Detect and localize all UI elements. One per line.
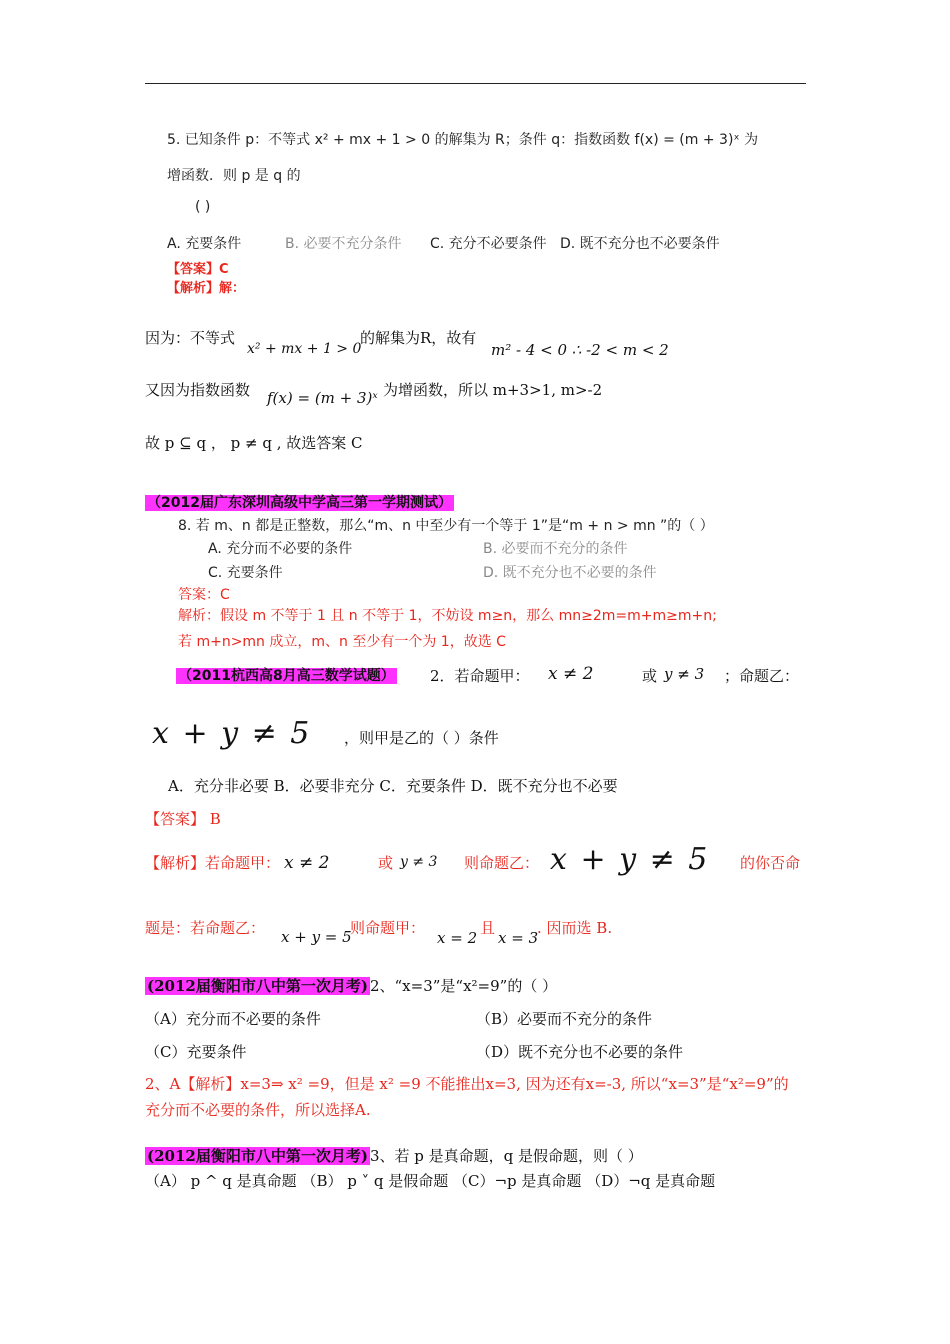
block3-or: 或 — [642, 667, 658, 685]
block3-analysis2-c: . 因而选 B. — [537, 919, 613, 937]
block3-expr2: y ≠ 3 — [664, 665, 705, 683]
block3-analysis-c: 的你否命 — [740, 854, 801, 872]
q8-analysis-line2: 若 m+n>mn 成立，m、n 至少有一个为 1，故选 C — [178, 634, 506, 650]
q5-answer: 【答案】C — [167, 262, 229, 277]
q8-option-b: B. 必要而不充分的条件 — [483, 541, 628, 557]
solution-line1-expr: x² + mx + 1 > 0 — [247, 341, 362, 357]
q5-option-d: D. 既不充分也不必要条件 — [560, 236, 720, 252]
q5-option-c: C. 充分不必要条件 — [430, 236, 547, 252]
q8-answer: 答案：C — [178, 587, 230, 603]
block4-option-c: （C）充要条件 — [145, 1043, 247, 1061]
block4-analysis-line2: 充分而不必要的条件，所以选择A. — [145, 1101, 371, 1119]
block4-row — [145, 975, 557, 996]
block5-row — [145, 1145, 643, 1166]
block3-analysis2-and: 且 — [480, 919, 496, 937]
solution-line1-text2: 的解集为R，故有 — [360, 329, 477, 347]
block3-analysis2-b: 则命题甲： — [350, 919, 426, 937]
block4-question: 2、“x=3”是“x²=9”的（ ） — [369, 977, 558, 995]
q8-option-c: C. 充要条件 — [208, 565, 283, 581]
block3-big-expr: x + y ≠ 5 — [152, 716, 312, 751]
q5-line1: 5. 已知条件 p：不等式 x² + mx + 1 > 0 的解集为 R；条件 q：指数函数 f(x) = (m + 3)ˣ 为 — [167, 132, 759, 148]
block3-analysis2-expr3: x = 3 — [498, 929, 539, 947]
solution-line3: 故 p ⊆ q ， p ≠ q , 故选答案 C — [145, 434, 363, 452]
block3-question-b: ；命题乙： — [724, 667, 800, 685]
block5-options: （A） p ^ q 是真命题 （B） p ˅ q 是假命题 （C）¬p 是真命题 （D）¬q 是真命题 — [145, 1172, 716, 1190]
block5-source-highlight: (2012届衡阳市八中第一次月考) — [147, 1147, 368, 1165]
block3-analysis-a: 【解析】若命题甲： — [145, 854, 281, 872]
q5-analysis-label: 【解析】解： — [167, 281, 246, 296]
block3-answer: 【答案】 B — [145, 810, 221, 828]
block3-analysis-b: 则命题乙： — [464, 854, 540, 872]
q5-line2: 增函数．则 p 是 q 的 — [167, 168, 301, 184]
solution-line1-text: 因为：不等式 — [145, 329, 236, 347]
block3-question-a: 2．若命题甲： — [430, 667, 530, 685]
q8-analysis-line1: 解析：假设 m 不等于 1 且 n 不等于 1，不妨设 m≥n，那么 mn≥2m=m+m≥m+n; — [178, 608, 717, 624]
block4-option-d: （D）既不充分也不必要的条件 — [476, 1043, 684, 1061]
q8-text: 8. 若 m、n 都是正整数，那么“m、n 中至少有一个等于 1”是“m + n > mn ”的（ ） — [178, 518, 714, 534]
block3-expr1: x ≠ 2 — [548, 664, 594, 684]
block3-analysis2-expr2: x = 2 — [437, 929, 478, 947]
block2-source-highlight: （2012届广东深圳高级中学高三第一学期测试） — [147, 495, 452, 511]
q5-option-b: B. 必要不充分条件 — [285, 236, 402, 252]
block3-analysis-expr1: x ≠ 2 — [284, 853, 330, 873]
block5-question: 3、若 p 是真命题，q 是假命题，则（ ） — [369, 1147, 643, 1165]
block3-analysis2-a: 题是：若命题乙： — [145, 919, 266, 937]
block3-question-c: ，则甲是乙的（ ）条件 — [344, 729, 499, 747]
block3-source-highlight: （2011杭西高8月高三数学试题） — [178, 668, 395, 684]
q5-paren: ( ) — [195, 199, 211, 215]
q8-option-a: A. 充分而不必要的条件 — [208, 541, 353, 557]
block4-source-highlight: (2012届衡阳市八中第一次月考) — [147, 977, 368, 995]
solution-line2-text: 又因为指数函数 — [145, 381, 251, 399]
solution-line2-expr: f(x) = (m + 3)ˣ — [267, 389, 378, 407]
block3-source — [176, 665, 397, 685]
solution-line1-expr2: m² - 4 < 0 ∴ -2 < m < 2 — [491, 341, 669, 359]
block3-analysis2-expr: x + y = 5 — [281, 928, 352, 946]
block3-options: A．充分非必要 B．必要非充分 C．充要条件 D．既不充分也不必要 — [168, 777, 618, 795]
block3-analysis-or: 或 — [378, 854, 394, 872]
block4-analysis-line1: 2、A【解析】x=3⇒ x² =9，但是 x² =9 不能推出x=3, 因为还有x=-3, 所以“x=3”是“x²=9”的 — [145, 1075, 789, 1093]
block3-analysis-expr2: y ≠ 3 — [400, 854, 438, 870]
header-rule — [145, 83, 806, 84]
block3-analysis-big: x + y ≠ 5 — [550, 842, 710, 877]
q8-option-d: D. 既不充分也不必要的条件 — [483, 565, 657, 581]
block4-option-b: （B）必要而不充分的条件 — [476, 1010, 653, 1028]
block4-option-a: （A）充分而不必要的条件 — [145, 1010, 321, 1028]
solution-line2-text2: 为增函数，所以 m+3>1, m>-2 — [383, 381, 603, 399]
q5-option-a: A. 充要条件 — [167, 236, 242, 252]
block2-source — [145, 492, 454, 512]
